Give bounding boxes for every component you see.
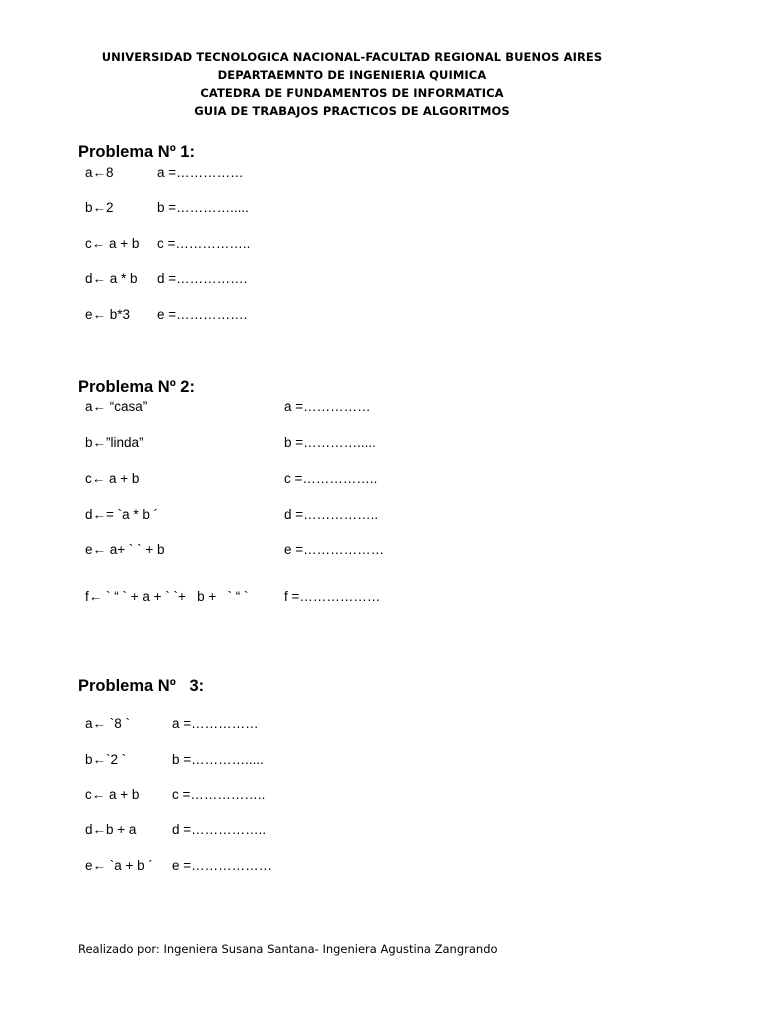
statement: d← a * b — [85, 271, 138, 286]
statement: a←8 — [85, 165, 114, 180]
statement: c← a + b — [85, 787, 140, 802]
answer-blank: e =……………. — [157, 307, 248, 322]
statement: f← ` “ ` + a + ` `+ b + ` “ ` — [85, 589, 249, 604]
answer-blank: d =…………….. — [172, 822, 267, 837]
header-university: UNIVERSIDAD TECNOLOGICA NACIONAL-FACULTAD REGIONAL BUENOS AIRES — [101, 50, 603, 64]
statement: a← “casa” — [85, 399, 148, 414]
footer-authors: Realizado por: Ingeniera Susana Santana- Ingeniera Agustina Zangrando — [78, 942, 498, 956]
answer-blank: d =……………. — [157, 271, 248, 286]
statement: d←= `a * b ´ — [85, 507, 159, 522]
statement: a← `8 ` — [85, 716, 131, 731]
answer-blank: f =……………… — [284, 589, 381, 604]
answer-blank: a =…………… — [157, 165, 244, 180]
statement: e← a+ ` ` + b — [85, 542, 165, 557]
answer-blank: d =…………….. — [284, 507, 379, 522]
statement: e← `a + b ´ — [85, 858, 153, 873]
statement: b←”linda” — [85, 435, 144, 450]
statement: d←b + a — [85, 822, 137, 837]
statement: c← a + b — [85, 471, 140, 486]
problem-3-title: Problema Nº 3: — [78, 677, 205, 695]
answer-blank: c =…………….. — [284, 471, 378, 486]
answer-blank: a =…………… — [172, 716, 259, 731]
answer-blank: e =……………… — [172, 858, 273, 873]
statement: b←2 — [85, 200, 114, 215]
header-course: CATEDRA DE FUNDAMENTOS DE INFORMATICA — [200, 86, 504, 100]
statement: e← b*3 — [85, 307, 131, 322]
problem-2-title: Problema Nº 2: — [78, 378, 195, 396]
answer-blank: b =…………..... — [284, 435, 376, 450]
problem-1-title: Problema Nº 1: — [78, 143, 195, 161]
answer-blank: a =…………… — [284, 399, 371, 414]
answer-blank: b =…………..... — [172, 752, 264, 767]
answer-blank: e =……………… — [284, 542, 385, 557]
statement: b←`2 ` — [85, 752, 127, 767]
document-header — [0, 48, 704, 120]
statement: c← a + b — [85, 236, 140, 251]
answer-blank: c =…………….. — [172, 787, 266, 802]
answer-blank: b =…………..... — [157, 200, 249, 215]
header-department: DEPARTAEMNTO DE INGENIERIA QUIMICA — [217, 68, 487, 82]
answer-blank: c =…………….. — [157, 236, 251, 251]
header-guide-title: GUIA DE TRABAJOS PRACTICOS DE ALGORITMOS — [194, 104, 510, 118]
